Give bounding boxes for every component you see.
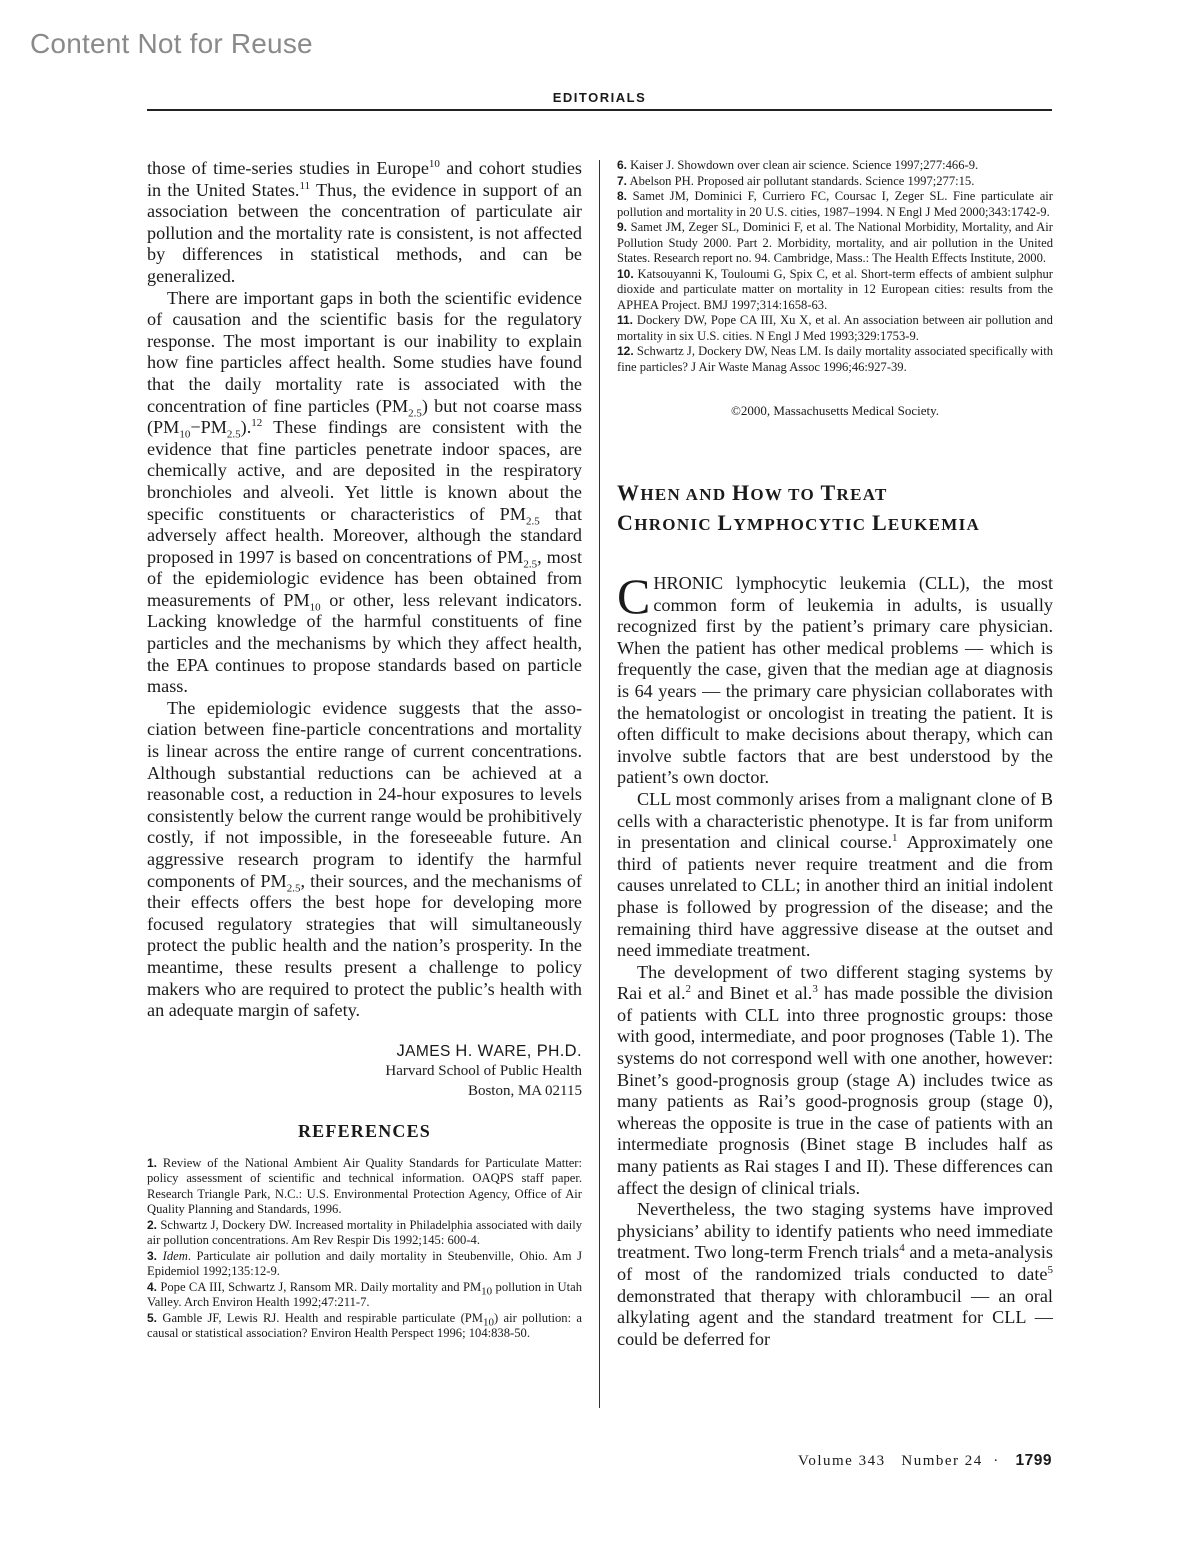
references-list [147,1156,582,1342]
subscript: 2.5 [286,882,301,895]
title-fragment: L [717,510,734,535]
paragraph: The epidemiologic evidence suggests that the association between fine-particle concentrations and mortality is linear across the entire range of current concentrations. Although substantial reductions can be achieved at a reasonable cost, a reduction in 24-hour exposures to levels consistently below the current range would be prohibitively costly, if not impossible, in the foreseeable future. An aggressive research program to identify the harmful components of $PM_{2.5}$, their sources, and the mechanisms of their effects offers the best hope for developing more focused regulatory strategies that will simultaneously protect the public health and the nation’s prosperity. In the meantime, these results present a challenge to policy makers who are required to protect the public’s health with an adequate margin of safety. [147,697,582,1021]
reference-number: 2. [147,1217,158,1232]
left-body-text [147,158,582,1022]
superscript: 11 [299,179,311,192]
issue-number: Number 24 [901,1453,983,1469]
reference-number: 7. [617,173,628,188]
reference-number: 9. [617,220,628,234]
superscript: 1 [892,832,898,845]
page-footer [760,1452,1052,1470]
italic-text: Idem [162,1248,188,1263]
subscript: 10 [179,428,191,441]
title-fragment: C [617,510,635,535]
header-rule [147,109,1052,111]
references-list-continued [617,158,1053,375]
subscript: 2.5 [408,407,422,420]
subscript: 10 [481,1285,493,1298]
title-fragment: YMPHOCYTIC [733,515,872,534]
title-fragment: W [617,480,641,505]
reference-number: 6. [617,158,628,172]
drop-cap: C [617,568,651,624]
title-fragment: OW TO [750,485,821,504]
title-fragment: T [820,480,837,505]
author-signature: JAMES H. WARE, PH.D. [396,1041,582,1060]
superscript: 4 [899,1242,905,1255]
watermark: Content Not for Reuse [30,28,313,59]
reference-number: 11. [617,313,634,327]
reference-number: 4. [147,1279,158,1294]
paragraph: CLL most commonly arises from a malignant clone of B cells with a characteristic phenotype. It is far from uniform in presentation and clinical course.$^1$ Approximately one third of patients never require treatment and die from causes unrelated to CLL; in another third an initial indolent phase is followed by progression of the disease; and the remaining third have aggressive disease at the outset and need immediate treatment. [617,788,1053,961]
author-institution: Harvard School of Public Health [385,1062,582,1079]
article-title [617,479,1053,539]
volume-label: Volume 343 [797,1453,886,1469]
reference-number: 12. [617,344,634,358]
left-column [147,158,582,1342]
reference-item: 8. Samet JM, Dominici F, Curriero FC, Coursac I, Zeger SL. Fine particulate air pollution and mortality in 20 U.S. cities, 1987–1994. N Engl J Med 2000;343:1742-9. [617,189,1053,219]
reference-number: 10. [617,266,634,281]
reference-number: 3. [147,1248,158,1263]
superscript: 10 [428,157,440,170]
reference-number: 1. [147,1155,158,1170]
subscript: 2.5 [226,428,241,441]
reference-item: 4. Pope CA III, Schwartz J, Ransom MR. Daily mortality and $PM_{10}$ pollution in Utah Valley. Arch Environ Health 1992;47:211-7. [147,1279,582,1310]
author-address: Boston, MA 02115 [467,1082,582,1099]
subscript: 2.5 [525,515,540,528]
title-fragment: L [871,510,888,535]
title-fragment: REAT [836,485,888,504]
right-column [617,158,1053,1350]
reference-item: 6. Kaiser J. Showdown over clean air science. Science 1997;277:466-9. [617,158,979,172]
title-fragment: H [731,480,751,505]
reference-item: 9. Samet JM, Zeger SL, Dominici F, et al. The National Morbidity, Mortality, and Air Pollution Study 2000. Part 2. Morbidity, mortality, and air pollution in the United States. Research report no. 94. Cambridge, Mass.: The Health Effects Institute, 2000. [617,220,1054,265]
superscript: 5 [1047,1263,1053,1276]
paragraph: Nevertheless, the two staging systems have improved physicians’ ability to identify patients who need immediate treatment. Two long-term French trials$^4$ and a meta-analysis of most of the randomized trials conducted to date$^5$ demonstrated that therapy with chlorambucil — an oral alkylating agent and the standard treatment for CLL — could be deferred for [617,1199,1053,1349]
references-heading: REFERENCES [297,1120,432,1141]
superscript: 2 [685,983,691,996]
paragraph: those of time-series studies in Europe$^{10}$ and cohort studies in the United States.$^{11}$ Thus, the evidence in support of an association between the concentration of particulate air pollution and the mortality rate is consistent, is not affected by differences in statistical methods, and can be generalized. [147,157,582,286]
reference-item: 10. Katsouyanni K, Touloumi G, Spix C, et al. Short-term effects of ambient sulphur dioxide and particulate matter on mortality in 12 European cities: results from the APHEA Project. BMJ 1997;314:1658-63. [617,266,1053,312]
reference-item: 7. Abelson PH. Proposed air pollutant standards. Science 1997;277:15. [617,173,975,188]
copyright-notice: ©2000, Massachusetts Medical Society. [731,403,939,418]
subscript: 10 [309,601,321,614]
superscript: 12 [251,417,263,430]
reference-item: 5. Gamble JF, Lewis RJ. Health and respirable particulate $(PM_{10})$ air pollution: a causal or statistical association? Environ Health Perspect 1996; 104:838-50. [147,1310,582,1341]
superscript: 3 [812,983,818,996]
title-fragment: HRONIC [634,515,718,534]
column-divider [599,160,600,1408]
paragraph: The development of two different staging systems by Rai et al.$^2$ and Binet et al.$^3$ has made possible the division of patients with CLL into three prognostic groups: those with good, intermediate, and poor prognoses (Table 1). The systems do not correspond well with one another, however: Binet’s good-prognosis group (stage A) includes twice as many patients as Rai’s good-prognosis group (stage 0), whereas the opposite is true in the case of patients with an intermediate prognosis (Binet stage B includes half as many patients as Rai stages I and II). These differences can affect the design of clinical trials. [617,961,1054,1198]
reference-number: 8. [617,189,628,203]
footer-separator: · [993,1453,1000,1469]
reference-item: 1. Review of the National Ambient Air Quality Standards for Particulate Matter: policy assessment of scientific and technical information. OAQPS staff paper. Research Triangle Park, N.C.: U.S. Environmental Protection Agency, Office of Air Quality Planning and Standards, 1996. [147,1155,582,1217]
right-body-text [617,568,1054,1350]
reference-number: 5. [147,1310,158,1325]
reference-item: 2. Schwartz J, Dockery DW. Increased mortality in Philadelphia associated with daily air pollution concentrations. Am Rev Respir Dis 1992;145: 600-4. [147,1217,582,1248]
subscript: 2.5 [523,558,538,571]
reference-item: 3. Idem. Particulate air pollution and daily mortality in Steubenville, Ohio. Am J Epidemiol 1992;135:12-9. [147,1248,582,1279]
subscript: 10 [482,1316,494,1329]
section-header: EDITORIALS [552,90,647,105]
page-number: 1799 [1015,1452,1052,1469]
paragraph: There are important gaps in both the scientific evidence of causation and the scientific basis for the regulatory response. The most important is our inability to explain how fine particles affect health. Some studies have found that the daily mortality rate is associated with the concentration of fine particles $(PM_{2.5})$ but not coarse mass $(PM_{10}-PM_{2.5}).^{12}$ These findings are consistent with the evidence that fine particles penetrate indoor spaces, are chemically active, and are deposited in the respiratory bronchioles and alveoli. Yet little is known about the specific constituents or characteristics of $PM_{2.5}$ that adversely affect health. Moreover, although the standard proposed in 1997 is based on concentrations of $PM_{2.5}$, most of the epidemiologic evidence has been obtained from measurements of $PM_{10}$ or other, less relevant indicators. Lacking knowledge of the harmful constituents of fine particles and the mechanisms by which they affect health, the EPA continues to propose standards based on particle mass. [147,287,583,697]
paragraph: CHRONIC lymphocytic leukemia (CLL), the most common form of leukemia in adults, is usually recognized first by the patient’s primary care physician. When the patient has other medical problems — which is frequently the case, given that the median age at diagnosis is 64 years — the primary care physician collaborates with the hematologist or oncologist in treating the patient. It is often difficult to make decisions about therapy, which can involve subtle factors that are best understood by the patient’s own doctor. [617,568,1053,788]
reference-item: 12. Schwartz J, Dockery DW, Neas LM. Is daily mortality associated specifically with fine particles? J Air Waste Manag Assoc 1996;46:927-39. [617,344,1053,374]
title-fragment: EUKEMIA [887,515,981,534]
title-fragment: HEN AND [640,485,732,504]
reference-item: 11. Dockery DW, Pope CA III, Xu X, et al. An association between air pollution and mortality in six U.S. cities. N Engl J Med 1993;329:1753-9. [617,313,1053,343]
